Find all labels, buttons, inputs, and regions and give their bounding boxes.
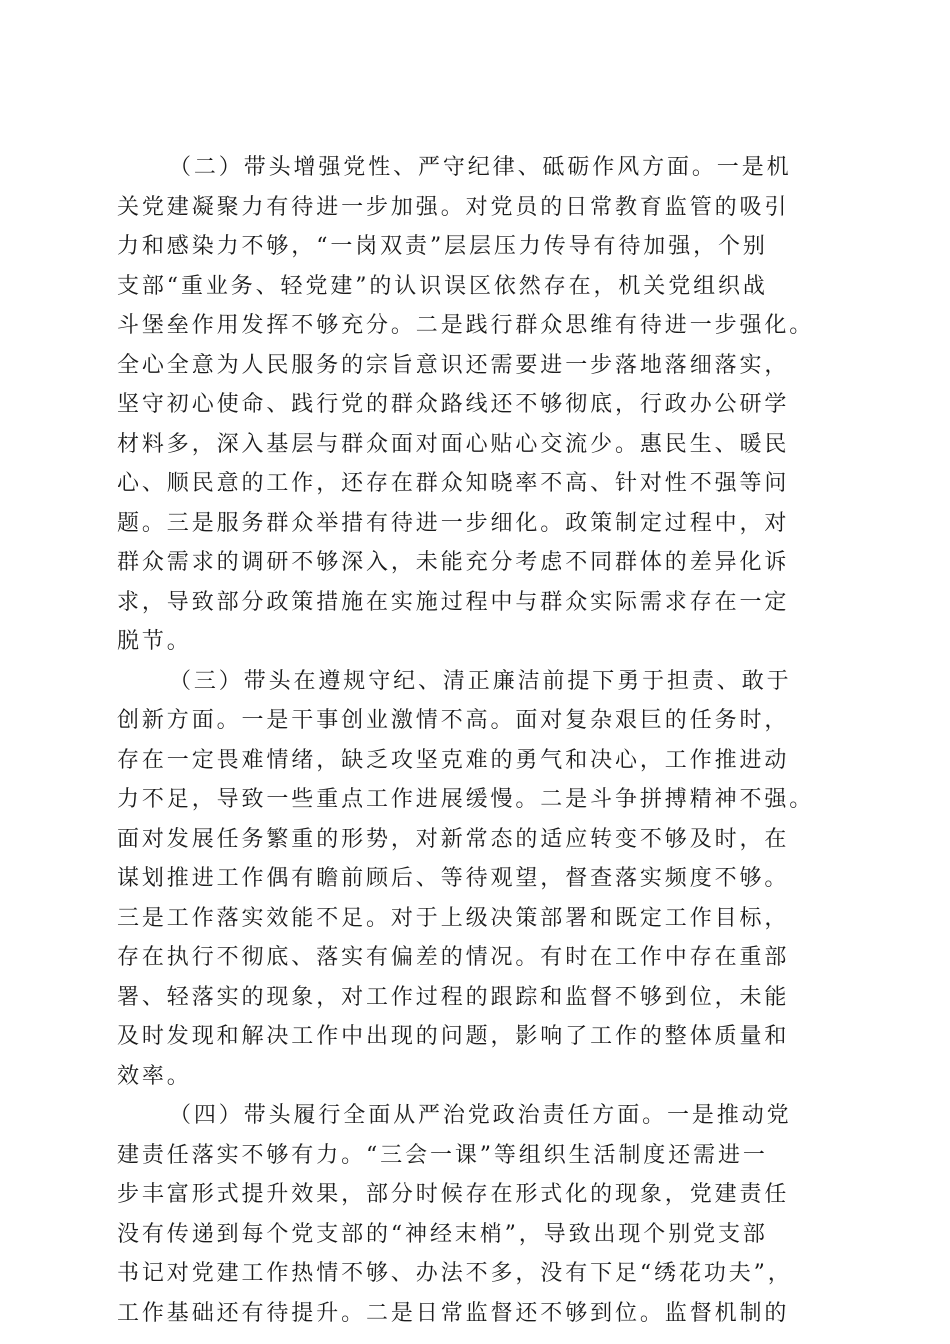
text-line: 面对发展任务繁重的形势，对新常态的适应转变不够及时，在 [117,826,790,852]
text-line: 全心全意为人民服务的宗旨意识还需要进一步落地落细落实， [117,352,790,378]
text-line: 坚守初心使命、践行党的群众路线还不够彻底，行政办公研学 [117,392,790,417]
text-line: 工作基础还有待提升。二是日常监督还不够到位。监督机制的 [117,1300,790,1326]
text-line: 书记对党建工作热情不够、办法不多，没有下足“绣花功夫”， [117,1261,793,1286]
text-line: 群众需求的调研不够深入，未能充分考虑不同群体的差异化诉 [117,550,790,575]
text-line: 力不足，导致一些重点工作进展缓慢。二是斗争拼搏精神不强。 [117,787,815,812]
text-line: 斗堡垒作用发挥不够充分。二是践行群众思维有待进一步强化。 [117,313,815,338]
text-line: 脱节。 [117,629,192,654]
text-line: 材料多，深入基层与群众面对面心贴心交流少。惠民生、暖民 [117,431,790,457]
text-line: 心、顺民意的工作，还存在群众知晓率不高、针对性不强等问 [117,471,790,496]
text-line: 题。三是服务群众举措有待进一步细化。政策制定过程中，对 [117,510,790,536]
paragraph-3-heading-line: （三）带头在遵规守纪、清正廉洁前提下勇于担责、敢于 [169,668,792,694]
text-line: 步丰富形式提升效果，部分时候存在形式化的现象，党建责任 [117,1182,790,1207]
text-line: 支部“重业务、轻党建”的认识误区依然存在，机关党组织战 [117,273,768,299]
paragraph-4-heading-line: （四）带头履行全面从严治党政治责任方面。一是推动党 [169,1103,792,1128]
text-line: 及时发现和解决工作中出现的问题，影响了工作的整体质量和 [117,1024,790,1049]
text-line: 没有传递到每个党支部的“神经末梢”，导致出现个别党支部 [117,1221,768,1247]
text-line: 谋划推进工作偶有瞻前顾后、等待观望，督查落实频度不够。 [117,866,790,891]
document-body [117,148,833,1333]
text-line: 效率。 [117,1063,192,1089]
text-line: 求，导致部分政策措施在实施过程中与群众实际需求存在一定 [117,589,790,615]
text-line: 存在执行不彻底、落实有偏差的情况。有时在工作中存在重部 [117,945,790,970]
text-line: 建责任落实不够有力。“三会一课”等组织生活制度还需进一 [117,1142,768,1168]
text-line: 三是工作落实效能不足。对于上级决策部署和既定工作目标， [117,905,790,931]
paragraph-2-heading-line: （二）带头增强党性、严守纪律、砥砺作风方面。一是机 [169,155,792,180]
text-line: 关党建凝聚力有待进一步加强。对党员的日常教育监管的吸引 [117,194,790,220]
text-line: 创新方面。一是干事创业激情不高。面对复杂艰巨的任务时， [117,708,790,733]
text-line: 署、轻落实的现象，对工作过程的跟踪和监督不够到位，未能 [117,984,790,1010]
text-line: 存在一定畏难情绪，缺乏攻坚克难的勇气和决心，工作推进动 [117,747,790,773]
text-line: 力和感染力不够，“一岗双责”层层压力传导有待加强，个别 [117,234,768,259]
